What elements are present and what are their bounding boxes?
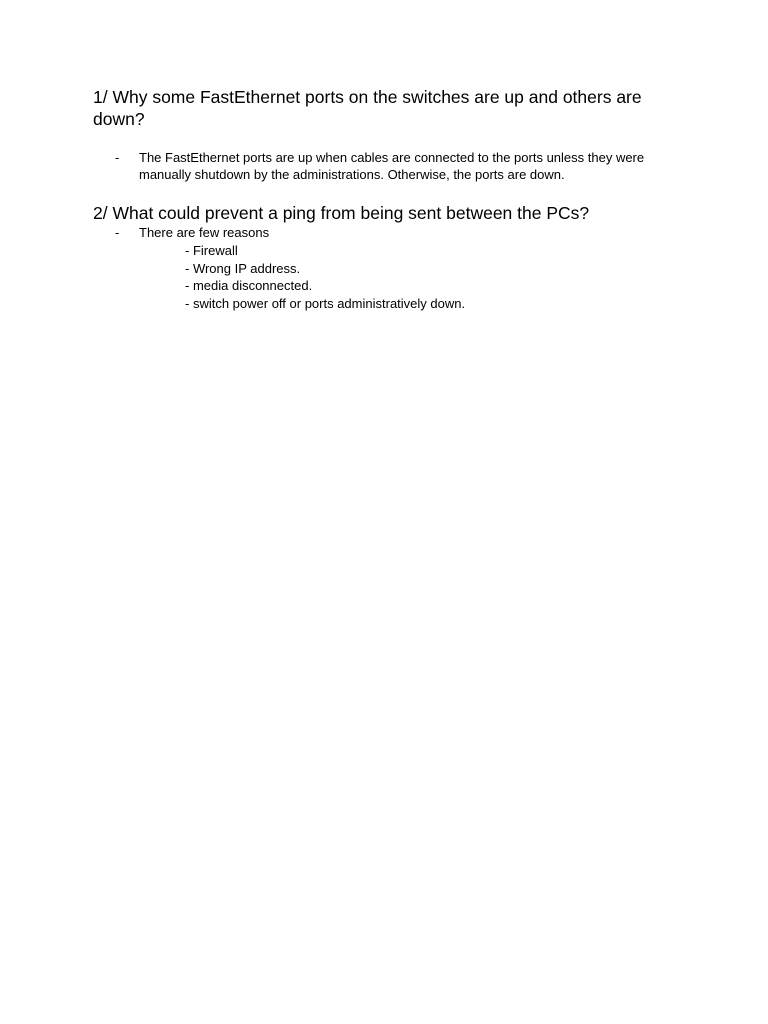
list-item: - Firewall [185,243,238,258]
list-item: - media disconnected. [185,278,313,293]
list-item: - Wrong IP address. [185,260,301,276]
list-item: - switch power off or ports administratively down. [185,295,466,311]
reasons-list [185,242,465,312]
question-1-heading: 1/ Why some FastEthernet ports on the switches are up and others are down? [93,87,642,129]
question-2-answer: There are few reasons [139,225,270,240]
question-2-heading: 2/ What could prevent a ping from being sent between the PCs? [93,203,590,223]
bullet-dash: - [115,225,120,240]
bullet-dash: - [115,150,120,165]
question-1-answer: The FastEthernet ports are up when cables are connected to the ports unless they were manually shutdown by the administrations. Otherwise, the ports are down. [139,150,645,182]
